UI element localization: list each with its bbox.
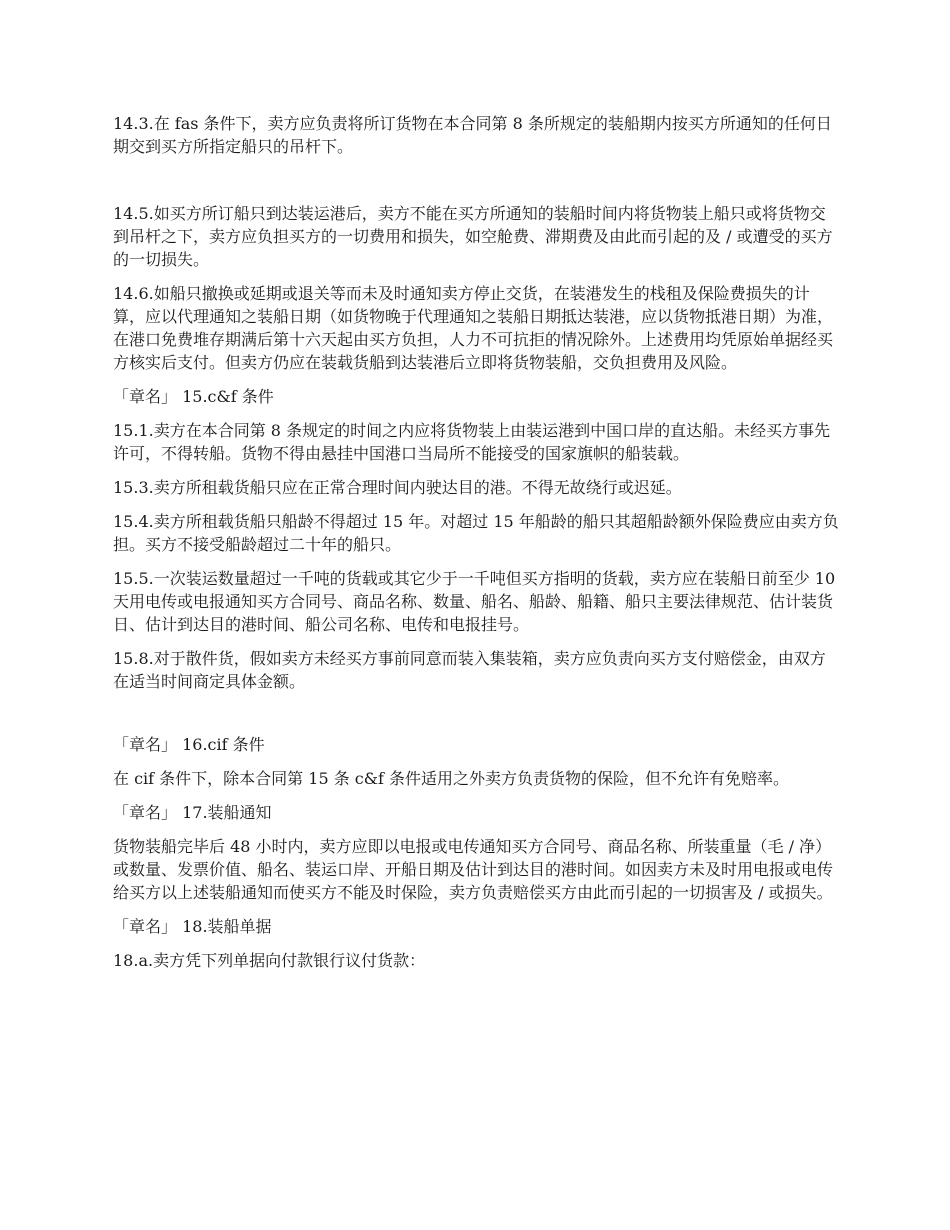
clause-15-4: 15.4.卖方所租载货船只船龄不得超过 15 年。对超过 15 年船龄的船只其超船龄额外保险费应由卖方负担。买方不接受船龄超过二十年的船只。	[113, 512, 839, 554]
document-page	[113, 112, 841, 983]
clause-16: 在 cif 条件下，除本合同第 15 条 c&f 条件适用之外卖方负责货物的保险，但不允许有免赔率。	[113, 769, 790, 788]
clause-15-8: 15.8.对于散件货，假如卖方未经买方事前同意而装入集装箱，卖方应负责向买方支付赔偿金，由双方在适当时间商定具体金额。	[113, 649, 826, 691]
chapter-heading-15: 「章名」 15.c&f 条件	[113, 387, 274, 406]
chapter-heading-18: 「章名」 18.装船单据	[113, 917, 272, 936]
clause-14-6: 14.6.如船只撤换或延期或退关等而未及时通知卖方停止交货，在装港发生的栈租及保险费损失的计算，应以代理通知之装船日期（如货物晚于代理通知之装船日期抵达装港，应以货物抵港日期）为准，在港口免费堆存期满后第十六天起由买方负担，人力不可抗拒的情况除外。上述费用均凭原始单据经买方核实后支付。但卖方仍应在装载货船到达装港后立即将货物装船，交负担费用及风险。	[113, 284, 834, 372]
clause-15-5: 15.5.一次装运数量超过一千吨的货载或其它少于一千吨但买方指明的货载，卖方应在装船日前至少 10 天用电传或电报通知买方合同号、商品名称、数量、船名、船龄、船籍、船只主要法律规范、估计装货日、估计到达目的港时间、船公司名称、电传和电报挂号。	[113, 569, 841, 634]
clause-14-3: 14.3.在 fas 条件下，卖方应负责将所订货物在本合同第 8 条所规定的装船期内按买方所通知的任何日期交到买方所指定船只的吊杆下。	[113, 114, 832, 156]
clause-18-a: 18.a.卖方凭下列单据向付款银行议付货款：	[113, 951, 426, 970]
chapter-heading-16: 「章名」 16.cif 条件	[113, 735, 265, 754]
chapter-heading-17: 「章名」 17.装船通知	[113, 803, 272, 822]
clause-15-3: 15.3.卖方所租载货船只应在正常合理时间内驶达目的港。不得无故绕行或迟延。	[113, 478, 682, 497]
clause-14-5: 14.5.如买方所订船只到达装运港后，卖方不能在买方所通知的装船时间内将货物装上船只或将货物交到吊杆之下，卖方应负担买方的一切费用和损失，如空舱费、滞期费及由此而引起的及 / 或遭受的买方的一切损失。	[113, 204, 833, 269]
clause-15-1: 15.1.卖方在本合同第 8 条规定的时间之内应将货物装上由装运港到中国口岸的直达船。未经买方事先许可，不得转船。货物不得由悬挂中国港口当局所不能接受的国家旗帜的船装载。	[113, 421, 831, 463]
clause-17: 货物装船完毕后 48 小时内，卖方应即以电报或电传通知买方合同号、商品名称、所装重量（毛 / 净）或数量、发票价值、船名、装运口岸、开船日期及估计到达目的港时间。如因卖方未及时用电报或电传给买方以上述装船通知而使买方不能及时保险，卖方负责赔偿买方由此而引起的一切损害及 / 或损失。	[113, 837, 834, 902]
